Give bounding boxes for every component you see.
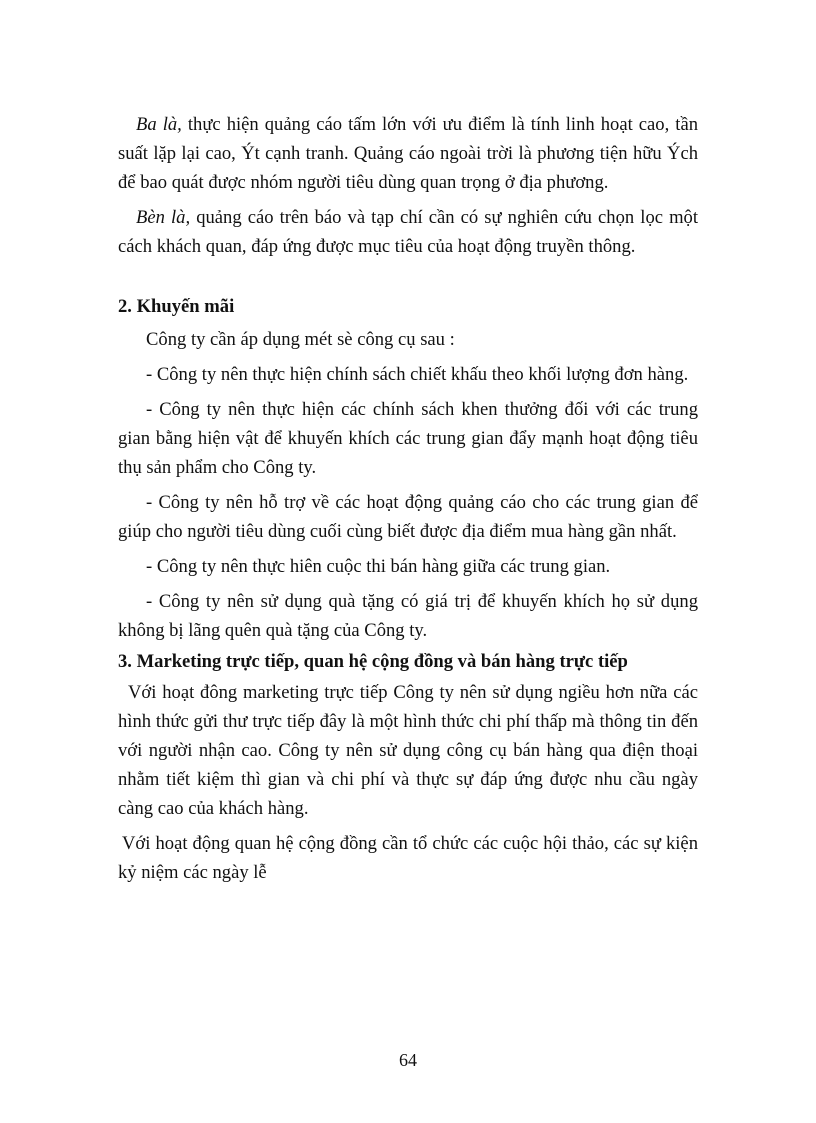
section-heading-marketing: 3. Marketing trực tiếp, quan hệ cộng đồng và bán hàng trực tiếp — [118, 651, 628, 672]
list-item: - Công ty nên hỗ trợ về các hoạt động quảng cáo cho các trung gian để giúp cho người tiêu dùng cuối cùng biết được địa điểm mua hàng gần nhất. — [118, 492, 698, 542]
paragraph-text: thực hiện quảng cáo tấm lớn với ưu điểm là tính linh hoạt cao, tần suất lặp lại cao, Ýt cạnh tranh. Quảng cáo ngoài trời là phương tiện hữu Ých để bao quát được nhóm người tiêu dùng quan trọng ở địa phương. — [118, 114, 698, 193]
paragraph-bon-la — [118, 203, 698, 261]
paragraph-lead: Ba là, — [136, 114, 182, 135]
paragraph-ba-la — [118, 110, 698, 197]
list-item: - Công ty nên thực hiện chính sách chiết khấu theo khối lượng đơn hàng. — [146, 364, 689, 385]
list-item: - Công ty nên sử dụng quà tặng có giá trị để khuyến khích họ sử dụng không bị lãng quên quà tặng của Công ty. — [118, 591, 698, 641]
paragraph-text: quảng cáo trên báo và tạp chí cần có sự nghiên cứu chọn lọc một cách khách quan, đáp ứng được mục tiêu của hoạt động truyền thông. — [118, 207, 699, 257]
section-heading-khuyen-mai: 2. Khuyến mãi — [118, 296, 235, 317]
section-intro: Công ty cần áp dụng mét sè công cụ sau : — [146, 329, 455, 350]
list-item: - Công ty nên thực hiện các chính sách khen thưởng đối với các trung gian bằng hiện vật để khuyến khích các trung gian đẩy mạnh hoạt động tiêu thụ sản phẩm cho Công ty. — [118, 399, 698, 478]
list-item: - Công ty nên thực hiên cuộc thi bán hàng giữa các trung gian. — [146, 556, 611, 577]
paragraph-marketing-truc-tiep: Với hoạt đông marketing trực tiếp Công ty nên sử dụng ngiều hơn nữa các hình thức gửi thư trực tiếp đây là một hình thức chi phí thấp mà thông tin đến với người nhận cao. Công ty nên sử dụng công cụ bán hàng qua điện thoại nhằm tiết kiệm thì gian và chi phí và thực sự đáp ứng được nhu cầu ngày càng cao của khách hàng. — [118, 682, 698, 819]
paragraph-lead: Bèn là, — [136, 207, 191, 228]
paragraph-quan-he-cong-dong: Với hoạt động quan hệ cộng đồng cần tổ chức các cuộc hội thảo, các sự kiện kỷ niệm các ngày lễ — [118, 833, 698, 883]
document-page — [118, 110, 698, 887]
page-number: 64 — [399, 1050, 417, 1070]
